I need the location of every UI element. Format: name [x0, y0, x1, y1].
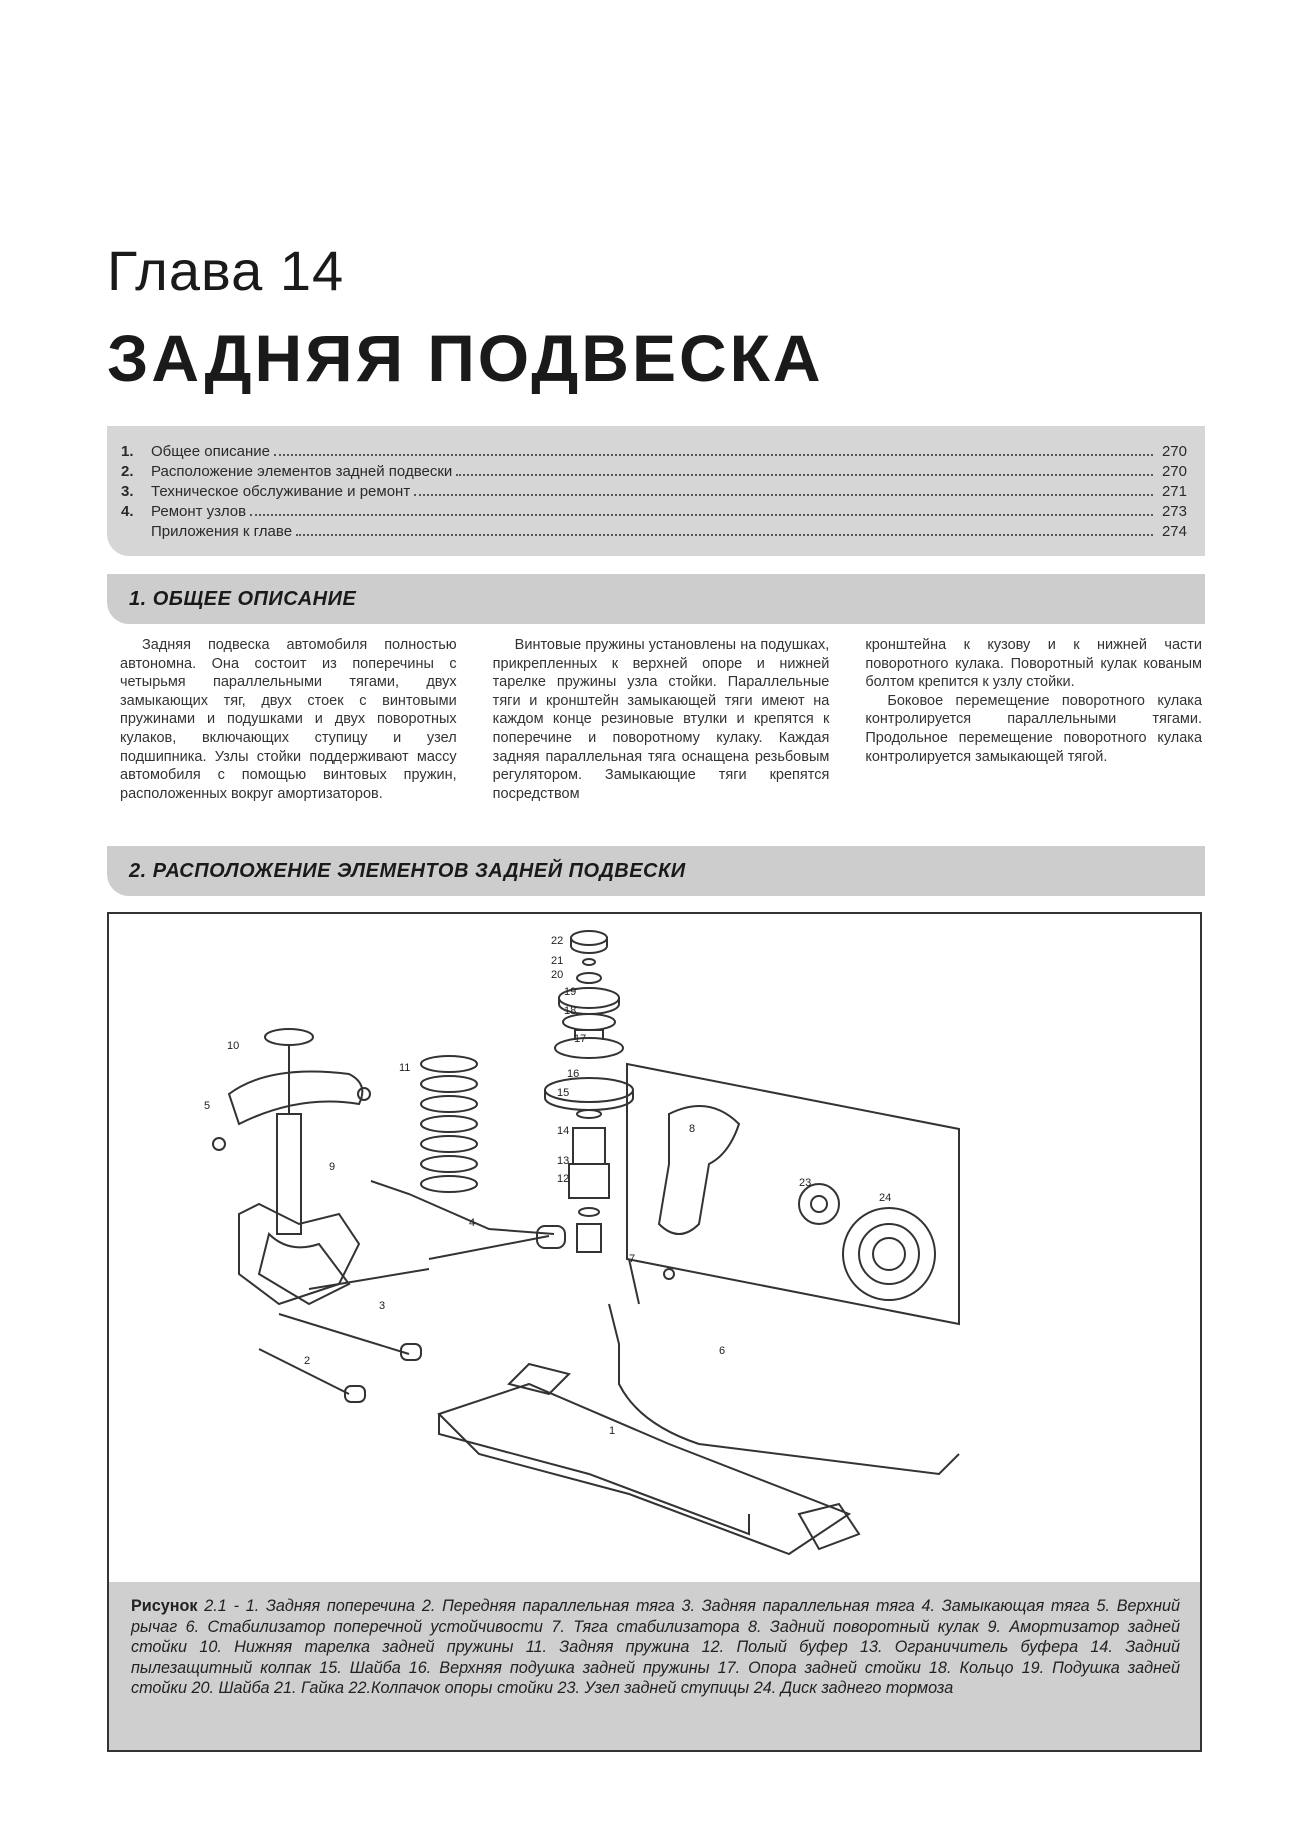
- toc-num: 1.: [121, 443, 134, 460]
- coil-spring: [371, 1056, 554, 1234]
- section-heading-1: [107, 574, 1205, 624]
- text-column-3: [865, 636, 1202, 836]
- callout-label: 16: [567, 1068, 580, 1080]
- callout-label: 18: [564, 1005, 577, 1017]
- toc-leader: [456, 474, 1153, 476]
- text-column-1: [120, 636, 457, 836]
- callout-label: 24: [879, 1192, 892, 1204]
- toc-page: 270: [1161, 463, 1187, 480]
- callout-label: 6: [719, 1345, 726, 1357]
- toc-page: 271: [1161, 483, 1187, 500]
- toc-row[interactable]: [121, 520, 1187, 540]
- toc-text: Техническое обслуживание и ремонт: [151, 483, 411, 500]
- toc-row[interactable]: [121, 460, 1187, 480]
- figure-caption: [109, 1582, 1200, 1750]
- exploded-suspension-diagram: [109, 914, 1200, 1582]
- section-heading-2: [107, 846, 1205, 896]
- callout-label: 9: [329, 1161, 336, 1173]
- toc-num: 4.: [121, 503, 134, 520]
- callout-label: 21: [551, 955, 564, 967]
- callout-label: 7: [629, 1253, 636, 1265]
- toc-leader: [414, 494, 1153, 496]
- toc-text: Общее описание: [151, 443, 270, 460]
- toc-page: 274: [1161, 523, 1187, 540]
- callout-label: 20: [551, 969, 564, 981]
- toc-text: Приложения к главе: [151, 523, 293, 540]
- callout-label: 13: [557, 1155, 570, 1167]
- caption-ref: Рисунок: [131, 1597, 198, 1615]
- paragraph: кронштейна к кузову и к нижней части поворотного кулака. Поворотный кулак кованым болтом крепится к узлу стойки.: [865, 637, 1203, 691]
- callout-label: 15: [557, 1087, 570, 1099]
- crossmember-subframe: [439, 1364, 859, 1554]
- callout-label: 3: [379, 1300, 386, 1312]
- paragraph: Винтовые пружины установлены на подушках, прикрепленных к верхней опоре и нижней тарелке пружины узла стойки. Параллельные тяги и кронштейн замыкающей тяги имеют на каждом конце резиновые втулки и крепятся к поперечине и поворотному кулаку. Каждая задняя параллельная тяга оснащена резьбовым регулятором. Замыкающие тяги крепятся посредством: [492, 637, 830, 802]
- knuckle-inset: [627, 1064, 959, 1324]
- callout-label: 8: [689, 1123, 696, 1135]
- callout-label: 4: [469, 1217, 476, 1229]
- callout-label: 22: [551, 935, 564, 947]
- toc-text: Расположение элементов задней подвески: [151, 463, 453, 480]
- toc-row[interactable]: [121, 440, 1187, 460]
- callout-label: 19: [564, 986, 577, 998]
- toc-leader: [296, 534, 1153, 536]
- shock-absorber: [213, 1029, 370, 1304]
- callout-label: 14: [557, 1125, 570, 1137]
- section-heading-text: 2. РАСПОЛОЖЕНИЕ ЭЛЕМЕНТОВ ЗАДНЕЙ ПОДВЕСКИ: [129, 860, 686, 882]
- caption-number: 2.1 -: [204, 1597, 239, 1615]
- paragraph: Боковое перемещение поворотного кулака контролируется параллельными тягами. Продольное перемещение поворотного кулака контролируется замыкающей тягой.: [865, 692, 1203, 765]
- toc-leader: [274, 454, 1153, 456]
- toc-page: 273: [1161, 503, 1187, 520]
- caption-text: 1. Задняя поперечина 2. Передняя параллельная тяга 3. Задняя параллельная тяга 4. Замыкающая тяга 5. Верхний рычаг 6. Стабилизатор поперечной устойчивости 7. Тяга стабилизатора 8. Задний поворотный кулак 9. Амортизатор задней стойки 10. Нижняя тарелка задней пружины 11. Задняя пружина 12. Полый буфер 13. Ограничитель буфера 14. Задний пылезащитный колпак 15. Шайба 16. Верхняя подушка задней пружины 17. Опора задней стойки 18. Кольцо 19. Подушка задней стойки 20. Шайба 21. Гайка 22.Колпачок опоры стойки 23. Узел задней ступицы 24. Диск заднего тормоза: [131, 1597, 1180, 1697]
- body-text: [120, 636, 1202, 836]
- chapter-label: Глава 14: [107, 239, 345, 302]
- toc-page: 270: [1161, 443, 1187, 460]
- figure-rear-suspension: [107, 912, 1202, 1752]
- toc-num: 2.: [121, 463, 134, 480]
- toc-leader: [250, 514, 1153, 516]
- text-column-2: [493, 636, 830, 836]
- callout-label: 2: [304, 1355, 311, 1367]
- toc-num: 3.: [121, 483, 134, 500]
- callout-label: 10: [227, 1040, 240, 1052]
- callout-label: 12: [557, 1173, 570, 1185]
- callout-label: 17: [574, 1033, 587, 1045]
- toc-text: Ремонт узлов: [151, 503, 247, 520]
- table-of-contents: [107, 426, 1205, 556]
- callout-label: 11: [399, 1062, 411, 1074]
- toc-row[interactable]: [121, 500, 1187, 520]
- toc-row[interactable]: [121, 480, 1187, 500]
- callout-label: 1: [609, 1425, 616, 1437]
- callout-label: 23: [799, 1177, 812, 1189]
- chapter-title: ЗАДНЯЯ ПОДВЕСКА: [107, 321, 824, 395]
- callout-labels: [204, 935, 891, 1437]
- section-heading-text: 1. ОБЩЕЕ ОПИСАНИЕ: [129, 588, 357, 610]
- callout-label: 5: [204, 1100, 211, 1112]
- paragraph: Задняя подвеска автомобиля полностью автономна. Она состоит из поперечины с четырьмя параллельными тягами, двух замыкающих тяг, двух стоек с винтовыми пружинами и подушками и двух поворотных кулаков, включающих ступицу и узел подшипника. Узлы стойки поддерживают массу автомобиля с помощью винтовых пружин, расположенных вокруг амортизаторов.: [120, 637, 457, 802]
